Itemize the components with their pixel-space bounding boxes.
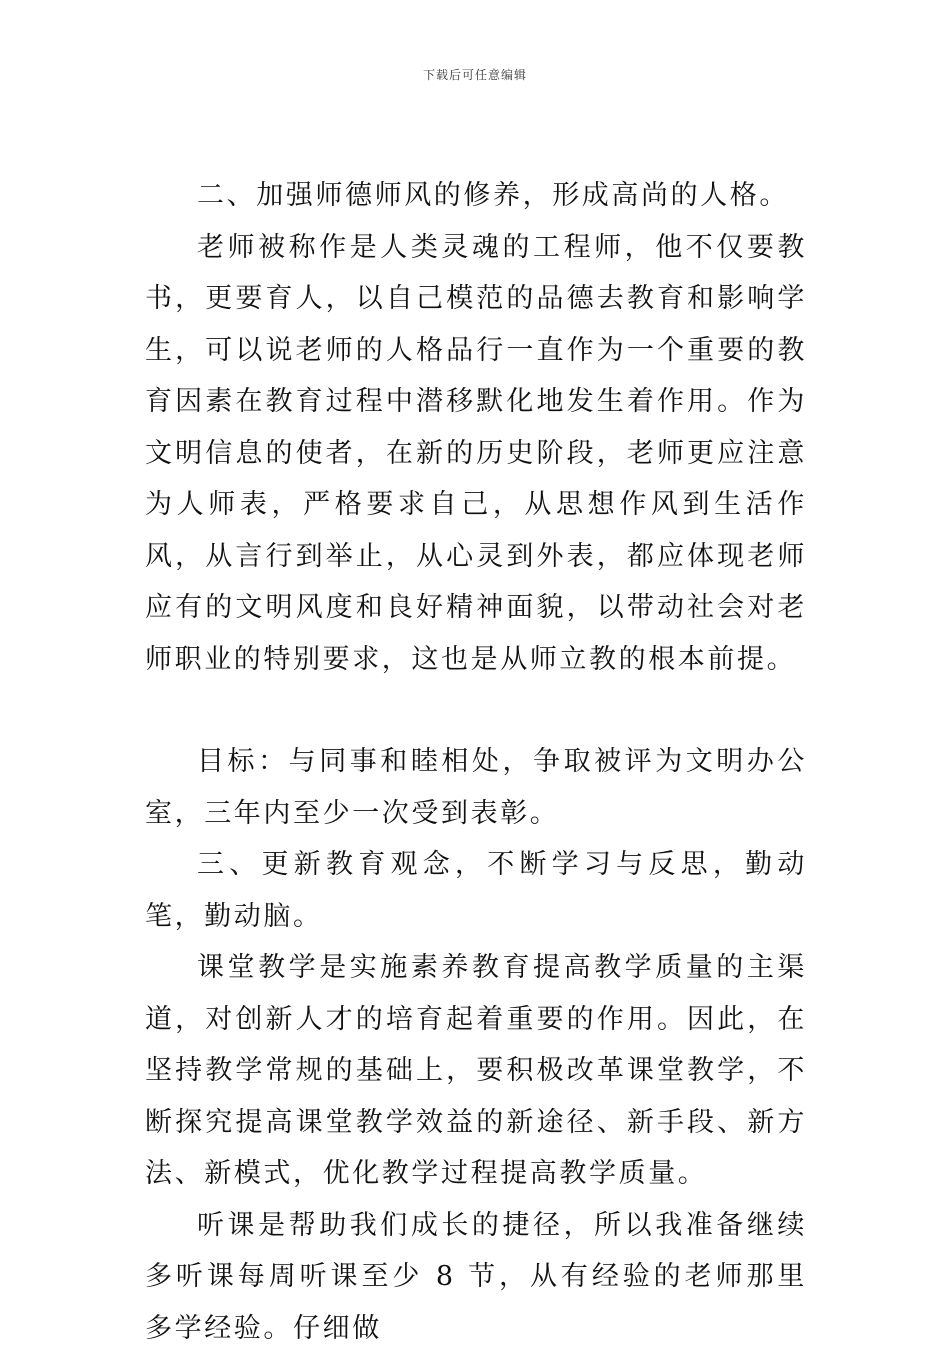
paragraph-lesson-observation: 听课是帮助我们成长的捷径，所以我准备继续多听课每周听课至少 8 节，从有经验的老师那里多学经验。仔细做 <box>145 1200 807 1354</box>
paragraph-spacer <box>145 685 807 736</box>
paragraph-teacher-character: 老师被称作是人类灵魂的工程师，他不仅要教书，更要育人，以自己模范的品德去教育和影响学生，可以说老师的人格品行一直作为一个重要的教育因素在教育过程中潜移默化地发生着作用。作为文明信息的使者，在新的历史阶段，老师更应注意为人师表，严格要求自己，从思想作风到生活作风，从言行到举止，从心灵到外表，都应体现老师应有的文明风度和良好精神面貌，以带动社会对老师职业的特别要求，这也是从师立教的根本前提。 <box>145 222 807 686</box>
section-heading-three: 三、更新教育观念，不断学习与反思，勤动笔，勤动脑。 <box>145 839 807 942</box>
paragraph-classroom-teaching: 课堂教学是实施素养教育提高教学质量的主渠道，对创新人才的培育起着重要的作用。因此，在坚持教学常规的基础上，要积极改革课堂教学，不断探究提高课堂教学效益的新途径、新手段、新方法、新模式，优化教学过程提高教学质量。 <box>145 942 807 1200</box>
paragraph-goal: 目标：与同事和睦相处，争取被评为文明办公室，三年内至少一次受到表彰。 <box>145 736 807 839</box>
document-body <box>145 170 807 1354</box>
page-header: 下载后可任意编辑 <box>0 66 950 83</box>
section-heading-two: 二、加强师德师风的修养，形成高尚的人格。 <box>145 170 807 222</box>
